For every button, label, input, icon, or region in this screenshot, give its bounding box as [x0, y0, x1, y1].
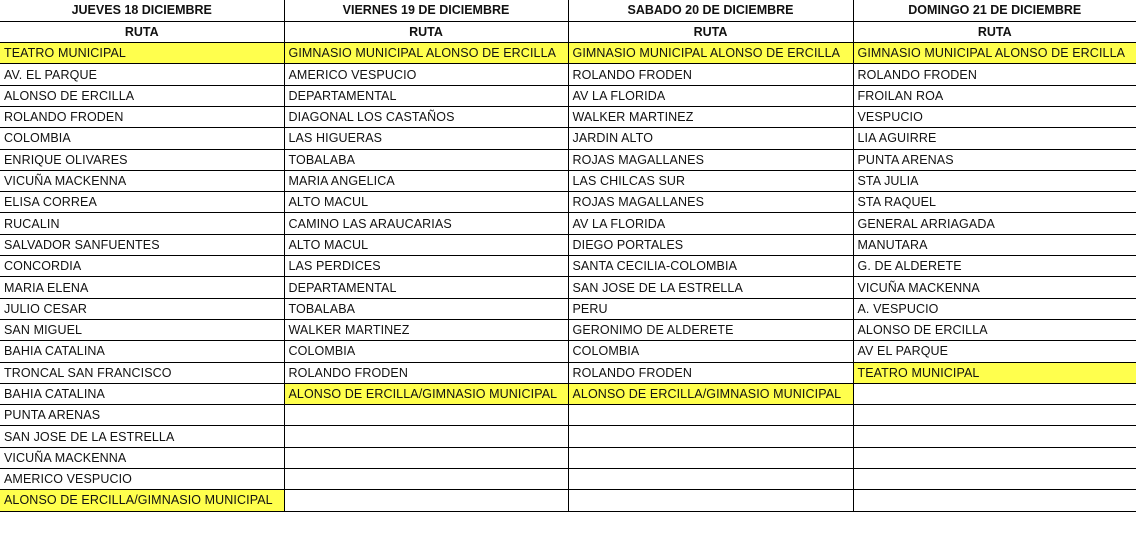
- table-row: [0, 64, 1136, 85]
- empty-cell: [568, 469, 853, 490]
- route-stop-friday: MARIA ANGELICA: [284, 170, 568, 191]
- route-stop-saturday: COLOMBIA: [568, 341, 853, 362]
- empty-cell: [284, 447, 568, 468]
- table-row: [0, 106, 1136, 127]
- route-stop-thursday: SAN MIGUEL: [0, 319, 284, 340]
- route-stops-body: [0, 43, 1136, 512]
- table-row: [0, 213, 1136, 234]
- schedule-header: [0, 0, 1136, 43]
- route-header-saturday: RUTA: [568, 21, 853, 42]
- empty-cell: [568, 405, 853, 426]
- route-stop-thursday: ALONSO DE ERCILLA/GIMNASIO MUNICIPAL: [0, 490, 284, 511]
- route-stop-saturday: PERU: [568, 298, 853, 319]
- table-row: [0, 43, 1136, 64]
- route-stop-sunday: GIMNASIO MUNICIPAL ALONSO DE ERCILLA: [853, 43, 1136, 64]
- empty-cell: [568, 426, 853, 447]
- route-stop-saturday: ALONSO DE ERCILLA/GIMNASIO MUNICIPAL: [568, 383, 853, 404]
- empty-cell: [853, 469, 1136, 490]
- route-stop-thursday: ROLANDO FRODEN: [0, 106, 284, 127]
- route-stop-saturday: WALKER MARTINEZ: [568, 106, 853, 127]
- route-stop-friday: TOBALABA: [284, 298, 568, 319]
- route-stop-friday: DEPARTAMENTAL: [284, 85, 568, 106]
- route-stop-saturday: SAN JOSE DE LA ESTRELLA: [568, 277, 853, 298]
- route-stop-sunday: FROILAN ROA: [853, 85, 1136, 106]
- route-stop-friday: ALONSO DE ERCILLA/GIMNASIO MUNICIPAL: [284, 383, 568, 404]
- route-header-row: [0, 21, 1136, 42]
- table-row: [0, 426, 1136, 447]
- route-stop-thursday: JULIO CESAR: [0, 298, 284, 319]
- empty-cell: [853, 447, 1136, 468]
- route-stop-thursday: TRONCAL SAN FRANCISCO: [0, 362, 284, 383]
- table-row: [0, 383, 1136, 404]
- route-stop-thursday: CONCORDIA: [0, 256, 284, 277]
- empty-cell: [853, 383, 1136, 404]
- route-stop-thursday: RUCALIN: [0, 213, 284, 234]
- route-stop-friday: GIMNASIO MUNICIPAL ALONSO DE ERCILLA: [284, 43, 568, 64]
- table-row: [0, 256, 1136, 277]
- route-stop-thursday: SALVADOR SANFUENTES: [0, 234, 284, 255]
- route-stop-sunday: A. VESPUCIO: [853, 298, 1136, 319]
- route-stop-saturday: SANTA CECILIA-COLOMBIA: [568, 256, 853, 277]
- route-stop-sunday: STA RAQUEL: [853, 192, 1136, 213]
- empty-cell: [284, 426, 568, 447]
- empty-cell: [284, 490, 568, 511]
- route-stop-thursday: ELISA CORREA: [0, 192, 284, 213]
- empty-cell: [568, 490, 853, 511]
- route-header-friday: RUTA: [284, 21, 568, 42]
- route-stop-saturday: ROLANDO FRODEN: [568, 64, 853, 85]
- table-row: [0, 319, 1136, 340]
- route-stop-saturday: ROJAS MAGALLANES: [568, 192, 853, 213]
- route-stop-thursday: TEATRO MUNICIPAL: [0, 43, 284, 64]
- route-stop-thursday: BAHIA CATALINA: [0, 383, 284, 404]
- table-row: [0, 447, 1136, 468]
- route-stop-sunday: AV EL PARQUE: [853, 341, 1136, 362]
- route-stop-sunday: VICUÑA MACKENNA: [853, 277, 1136, 298]
- route-stop-saturday: GIMNASIO MUNICIPAL ALONSO DE ERCILLA: [568, 43, 853, 64]
- route-stop-sunday: ALONSO DE ERCILLA: [853, 319, 1136, 340]
- route-stop-sunday: TEATRO MUNICIPAL: [853, 362, 1136, 383]
- route-stop-friday: ROLANDO FRODEN: [284, 362, 568, 383]
- route-stop-sunday: PUNTA ARENAS: [853, 149, 1136, 170]
- table-row: [0, 277, 1136, 298]
- route-stop-thursday: BAHIA CATALINA: [0, 341, 284, 362]
- table-row: [0, 469, 1136, 490]
- route-stop-sunday: ROLANDO FRODEN: [853, 64, 1136, 85]
- route-stop-thursday: ENRIQUE OLIVARES: [0, 149, 284, 170]
- day-header-sunday: DOMINGO 21 DE DICIEMBRE: [853, 0, 1136, 21]
- table-row: [0, 298, 1136, 319]
- route-stop-saturday: GERONIMO DE ALDERETE: [568, 319, 853, 340]
- day-header-thursday: JUEVES 18 DICIEMBRE: [0, 0, 284, 21]
- route-stop-friday: CAMINO LAS ARAUCARIAS: [284, 213, 568, 234]
- empty-cell: [568, 447, 853, 468]
- route-stop-friday: LAS PERDICES: [284, 256, 568, 277]
- route-stop-friday: DIAGONAL LOS CASTAÑOS: [284, 106, 568, 127]
- table-row: [0, 405, 1136, 426]
- table-row: [0, 128, 1136, 149]
- route-stop-saturday: DIEGO PORTALES: [568, 234, 853, 255]
- route-stop-friday: ALTO MACUL: [284, 192, 568, 213]
- route-stop-sunday: MANUTARA: [853, 234, 1136, 255]
- route-stop-thursday: ALONSO DE ERCILLA: [0, 85, 284, 106]
- route-stop-thursday: AV. EL PARQUE: [0, 64, 284, 85]
- route-stop-friday: DEPARTAMENTAL: [284, 277, 568, 298]
- table-row: [0, 341, 1136, 362]
- empty-cell: [284, 405, 568, 426]
- empty-cell: [853, 490, 1136, 511]
- route-stop-friday: COLOMBIA: [284, 341, 568, 362]
- route-stop-thursday: COLOMBIA: [0, 128, 284, 149]
- route-stop-saturday: LAS CHILCAS SUR: [568, 170, 853, 191]
- table-row: [0, 85, 1136, 106]
- route-stop-thursday: AMERICO VESPUCIO: [0, 469, 284, 490]
- route-stop-friday: LAS HIGUERAS: [284, 128, 568, 149]
- route-stop-sunday: GENERAL ARRIAGADA: [853, 213, 1136, 234]
- route-stop-saturday: ROJAS MAGALLANES: [568, 149, 853, 170]
- route-stop-thursday: PUNTA ARENAS: [0, 405, 284, 426]
- route-header-sunday: RUTA: [853, 21, 1136, 42]
- route-stop-thursday: MARIA ELENA: [0, 277, 284, 298]
- route-stop-thursday: VICUÑA MACKENNA: [0, 447, 284, 468]
- route-stop-friday: ALTO MACUL: [284, 234, 568, 255]
- empty-cell: [853, 405, 1136, 426]
- route-stop-sunday: STA JULIA: [853, 170, 1136, 191]
- day-header-row: [0, 0, 1136, 21]
- route-stop-thursday: VICUÑA MACKENNA: [0, 170, 284, 191]
- route-stop-sunday: VESPUCIO: [853, 106, 1136, 127]
- route-header-thursday: RUTA: [0, 21, 284, 42]
- table-row: [0, 149, 1136, 170]
- route-stop-saturday: ROLANDO FRODEN: [568, 362, 853, 383]
- table-row: [0, 192, 1136, 213]
- empty-cell: [284, 469, 568, 490]
- route-stop-saturday: AV LA FLORIDA: [568, 85, 853, 106]
- day-header-friday: VIERNES 19 DE DICIEMBRE: [284, 0, 568, 21]
- table-row: [0, 234, 1136, 255]
- empty-cell: [853, 426, 1136, 447]
- route-stop-thursday: SAN JOSE DE LA ESTRELLA: [0, 426, 284, 447]
- route-stop-sunday: LIA AGUIRRE: [853, 128, 1136, 149]
- route-stop-friday: AMERICO VESPUCIO: [284, 64, 568, 85]
- route-stop-saturday: JARDIN ALTO: [568, 128, 853, 149]
- table-row: [0, 362, 1136, 383]
- day-header-saturday: SABADO 20 DE DICIEMBRE: [568, 0, 853, 21]
- route-stop-saturday: AV LA FLORIDA: [568, 213, 853, 234]
- route-stop-friday: WALKER MARTINEZ: [284, 319, 568, 340]
- table-row: [0, 490, 1136, 511]
- route-stop-sunday: G. DE ALDERETE: [853, 256, 1136, 277]
- route-stop-friday: TOBALABA: [284, 149, 568, 170]
- table-row: [0, 170, 1136, 191]
